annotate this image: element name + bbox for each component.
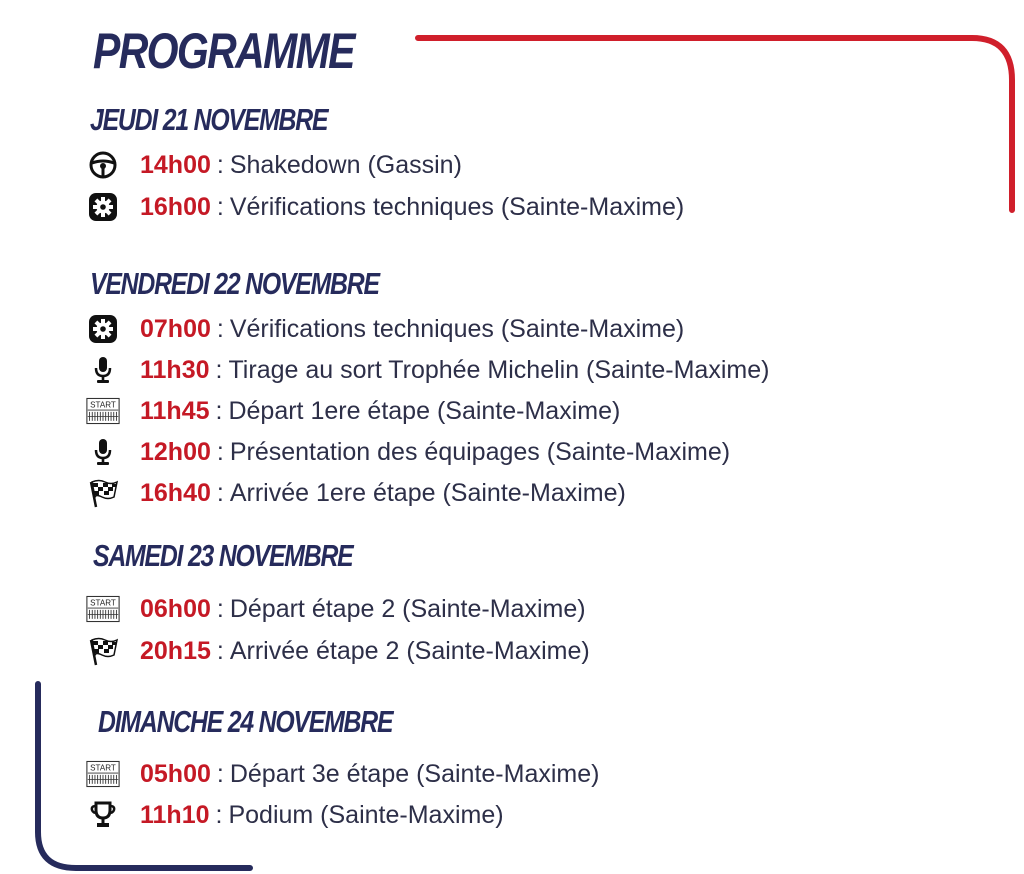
event-separator: : <box>216 437 224 466</box>
event-description: Arrivée 1ere étape (Sainte-Maxime) <box>229 478 626 507</box>
gear-icon <box>86 190 120 224</box>
event-time: 11h30 <box>140 355 210 384</box>
event-description: Départ étape 2 (Sainte-Maxime) <box>229 594 586 623</box>
checkered-flag-icon <box>86 634 120 668</box>
event-time: 11h45 <box>140 396 210 425</box>
list-item <box>86 392 620 430</box>
event-separator: : <box>215 800 223 829</box>
checkered-flag-icon <box>86 476 120 510</box>
event-time: 16h00 <box>140 192 211 221</box>
event-description: Tirage au sort Trophée Michelin (Sainte-Maxime) <box>228 355 770 384</box>
event-separator: : <box>216 314 224 343</box>
svg-text:START: START <box>90 763 116 773</box>
microphone-icon <box>86 435 120 469</box>
steering-wheel-icon <box>86 148 120 182</box>
list-item <box>86 632 590 670</box>
svg-text:START: START <box>90 598 116 608</box>
event-time: 06h00 <box>140 594 211 623</box>
page-title: PROGRAMME <box>93 23 354 79</box>
list-item <box>86 433 730 471</box>
start-line-icon <box>86 394 120 428</box>
list-item <box>86 146 462 184</box>
event-separator: : <box>216 594 224 623</box>
event-separator: : <box>216 150 224 179</box>
day-heading-jeudi: JEUDI 21 NOVEMBRE <box>90 102 328 137</box>
svg-text:START: START <box>90 400 116 410</box>
gear-icon <box>86 312 120 346</box>
event-separator: : <box>216 759 224 788</box>
list-item <box>86 474 626 512</box>
list-item <box>86 755 599 793</box>
event-separator: : <box>216 478 224 507</box>
list-item <box>86 796 504 834</box>
event-separator: : <box>216 636 224 665</box>
day-heading-samedi: SAMEDI 23 NOVEMBRE <box>93 538 353 573</box>
event-time: 07h00 <box>140 314 211 343</box>
event-description: Shakedown (Gassin) <box>229 150 462 179</box>
event-time: 14h00 <box>140 150 211 179</box>
start-line-icon <box>86 757 120 791</box>
event-separator: : <box>215 396 223 425</box>
microphone-icon <box>86 353 120 387</box>
event-time: 16h40 <box>140 478 211 507</box>
day-heading-vendredi: VENDREDI 22 NOVEMBRE <box>90 266 379 301</box>
day-heading-dimanche: DIMANCHE 24 NOVEMBRE <box>98 704 393 739</box>
list-item <box>86 188 684 226</box>
event-description: Arrivée étape 2 (Sainte-Maxime) <box>229 636 590 665</box>
event-time: 11h10 <box>140 800 210 829</box>
list-item <box>86 310 684 348</box>
list-item <box>86 590 586 628</box>
event-description: Vérifications techniques (Sainte-Maxime) <box>229 314 685 343</box>
event-separator: : <box>216 192 224 221</box>
list-item <box>86 351 769 389</box>
event-time: 05h00 <box>140 759 211 788</box>
event-time: 12h00 <box>140 437 211 466</box>
event-description: Podium (Sainte-Maxime) <box>228 800 504 829</box>
event-separator: : <box>215 355 223 384</box>
start-line-icon <box>86 592 120 626</box>
event-description: Départ 1ere étape (Sainte-Maxime) <box>228 396 621 425</box>
event-description: Présentation des équipages (Sainte-Maxime) <box>229 437 731 466</box>
event-time: 20h15 <box>140 636 211 665</box>
event-description: Départ 3e étape (Sainte-Maxime) <box>229 759 600 788</box>
trophy-icon <box>86 798 120 832</box>
event-description: Vérifications techniques (Sainte-Maxime) <box>229 192 685 221</box>
